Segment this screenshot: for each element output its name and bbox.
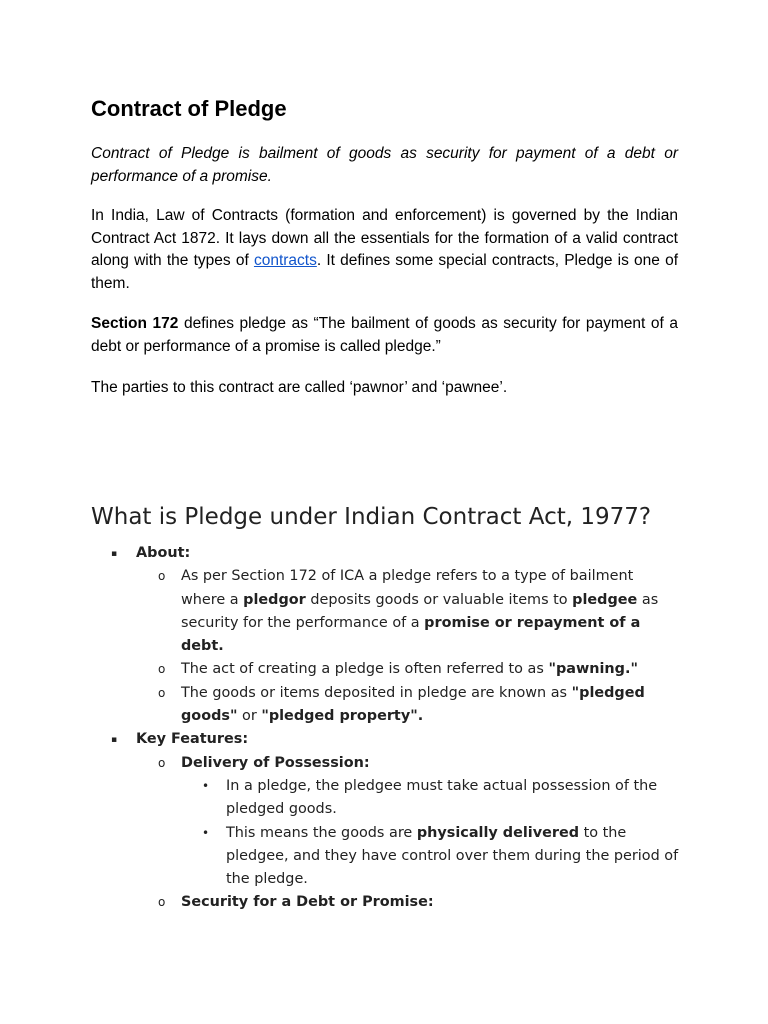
law-text-after-link: . It defines some special contracts, Pledge is one of them.	[91, 252, 679, 292]
about-label: About:	[136, 545, 191, 561]
delivery-label: Delivery of Possession:	[181, 754, 370, 771]
pledge-outline	[91, 542, 681, 915]
item-text: As per Section 172 of ICA a pledge refers to a type of bailment where a	[181, 568, 634, 608]
list-item	[91, 891, 681, 914]
item-bold: promise or repayment of a debt.	[181, 614, 641, 655]
item-bold: pledgee	[572, 591, 638, 608]
circle-bullet-icon: o	[158, 662, 166, 677]
section-paragraph	[91, 313, 678, 358]
item-text: to the pledgee, and they have control over them during the period of the pledge.	[226, 824, 679, 888]
page-title: Contract of Pledge	[91, 96, 287, 121]
list-item-key-features	[91, 728, 681, 751]
square-bullet-icon: ▪	[111, 735, 118, 746]
law-text-before-link: In India, Law of Contracts (formation and enforcement) is governed by the Indian Contract Act 1872. It lays down all the essentials for the formation of a valid contract along with the types of	[91, 207, 678, 269]
parties-paragraph: The parties to this contract are called ‘pawnor’ and ‘pawnee’.	[91, 379, 508, 396]
item-bold: "pledged goods"	[181, 684, 645, 725]
section-heading: What is Pledge under Indian Contract Act, 1977?	[91, 504, 652, 530]
item-bold: "pawning."	[548, 661, 638, 678]
section-number: Section 172	[91, 315, 179, 332]
circle-bullet-icon: o	[158, 685, 166, 700]
list-item-about	[91, 542, 681, 565]
list-item	[91, 775, 681, 822]
security-label: Security for a Debt or Promise:	[181, 894, 434, 911]
dot-bullet-icon: •	[202, 778, 210, 793]
item-bold: "pledged property".	[261, 708, 424, 725]
item-text: or	[237, 708, 262, 725]
circle-bullet-icon: o	[158, 569, 166, 584]
square-bullet-icon: ▪	[111, 549, 118, 559]
item-text: The act of creating a pledge is often referred to as	[181, 661, 549, 678]
list-item	[91, 682, 681, 729]
circle-bullet-icon: o	[158, 895, 166, 910]
contracts-link[interactable]: contracts	[253, 252, 317, 269]
item-text: In a pledge, the pledgee must take actual possession of the pledged goods.	[226, 777, 658, 818]
item-bold: physically delivered	[416, 824, 580, 841]
item-text: This means the goods are	[226, 824, 417, 841]
intro-paragraph: Contract of Pledge is bailment of goods as security for payment of a debt or performance of a promise.	[91, 145, 678, 185]
key-features-label: Key Features:	[136, 731, 249, 748]
dot-bullet-icon: •	[202, 825, 210, 840]
circle-bullet-icon: o	[158, 755, 166, 770]
item-text: as security for the performance of a	[181, 591, 659, 631]
list-item	[91, 658, 681, 681]
list-item	[91, 822, 681, 892]
section-definition: defines pledge as “The bailment of goods as security for payment of a debt or performance of a promise is called pledge.”	[91, 315, 678, 355]
item-text: deposits goods or valuable items to	[305, 591, 573, 608]
item-text: The goods or items deposited in pledge are known as	[181, 684, 572, 701]
law-paragraph	[91, 205, 678, 295]
list-item	[91, 752, 681, 775]
item-bold: pledgor	[243, 591, 306, 608]
list-item	[91, 565, 681, 658]
